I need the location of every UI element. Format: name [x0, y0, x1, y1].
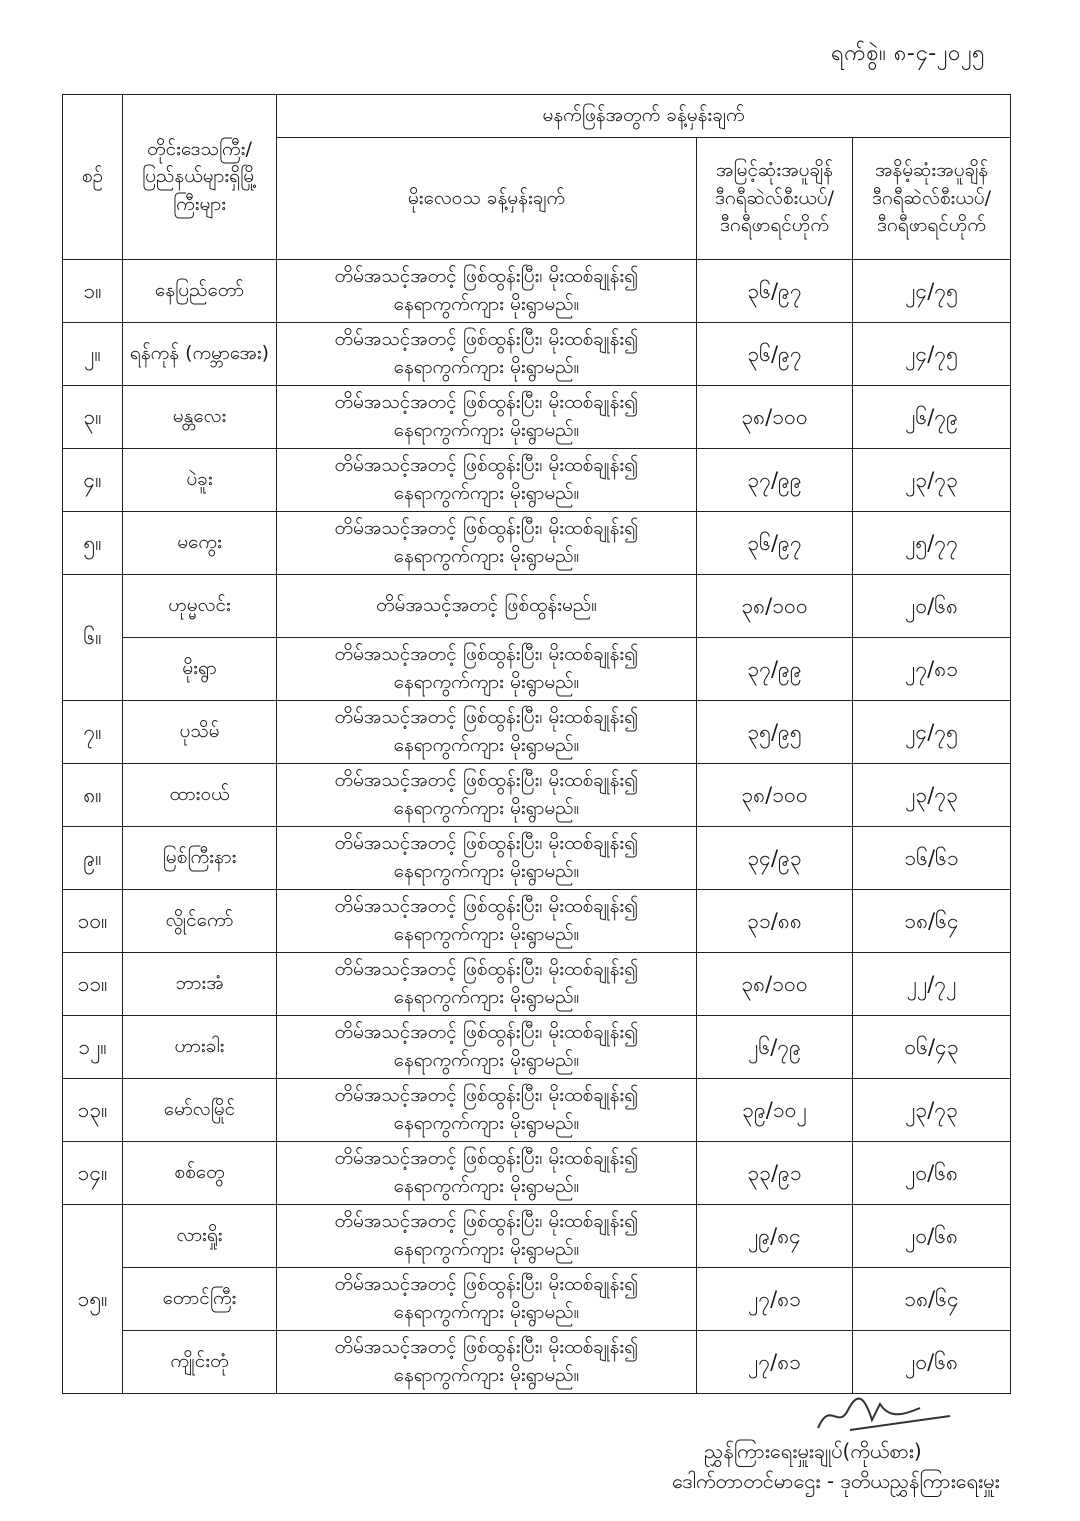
table-row [63, 764, 1011, 827]
weather-condition: တိမ်အသင့်အတင့် ဖြစ်ထွန်းပြီး၊ မိုးထစ်ချုန်း၍ နေရာကွက်ကျား မိုးရွာမည်။ [277, 701, 697, 764]
row-number: ၁၄။ [63, 1142, 123, 1205]
max-temp-value: ၂၆/၇၉ [697, 1016, 853, 1079]
table-row [63, 1079, 1011, 1142]
weather-condition: တိမ်အသင့်အတင့် ဖြစ်ထွန်းပြီး၊ မိုးထစ်ချုန်း၍ နေရာကွက်ကျား မိုးရွာမည်။ [277, 323, 697, 386]
document-date: ရက်စွဲ။ ၈-၄-၂၀၂၅ [831, 41, 985, 66]
table-row [63, 701, 1011, 764]
max-temp-value: ၂၇/၈၁ [697, 1331, 853, 1394]
weather-condition: တိမ်အသင့်အတင့် ဖြစ်ထွန်းပြီး၊ မိုးထစ်ချုန်း၍ နေရာကွက်ကျား မိုးရွာမည်။ [277, 953, 697, 1016]
header-max-temp: အမြင့်ဆုံးအပူချိန် ဒီဂရီဆဲလ်စီးယပ်/ ဒီဂရီဖာရင်ဟိုက် [697, 138, 853, 260]
weather-condition: တိမ်အသင့်အတင့် ဖြစ်ထွန်းပြီး၊ မိုးထစ်ချုန်း၍ နေရာကွက်ကျား မိုးရွာမည်။ [277, 449, 697, 512]
city-name: ပဲခူး [123, 449, 277, 512]
weather-condition: တိမ်အသင့်အတင့် ဖြစ်ထွန်းပြီး၊ မိုးထစ်ချုန်း၍ နေရာကွက်ကျား မိုးရွာမည်။ [277, 1268, 697, 1331]
table-row [63, 260, 1011, 323]
handwritten-signature [810, 1390, 960, 1440]
city-name: မော်လမြိုင် [123, 1079, 277, 1142]
weather-condition: တိမ်အသင့်အတင့် ဖြစ်ထွန်းပြီး၊ မိုးထစ်ချုန်း၍ နေရာကွက်ကျား မိုးရွာမည်။ [277, 512, 697, 575]
max-temp-value: ၃၇/၉၉ [697, 638, 853, 701]
city-name: စစ်တွေ [123, 1142, 277, 1205]
min-temp-value: ၂၄/၇၅ [853, 701, 1011, 764]
row-number: ၉။ [63, 827, 123, 890]
table-row [63, 386, 1011, 449]
weather-condition: တိမ်အသင့်အတင့် ဖြစ်ထွန်းပြီး၊ မိုးထစ်ချုန်း၍ နေရာကွက်ကျား မိုးရွာမည်။ [277, 1205, 697, 1268]
city-name: မိုးရွာ [123, 638, 277, 701]
weather-condition: တိမ်အသင့်အတင့် ဖြစ်ထွန်းပြီး၊ မိုးထစ်ချုန်း၍ နေရာကွက်ကျား မိုးရွာမည်။ [277, 1016, 697, 1079]
max-temp-value: ၃၉/၁၀၂ [697, 1079, 853, 1142]
signatory-name: ဒေါက်တာတင်မာဌေး - ဒုတိယညွှန်ကြားရေးမှူး [672, 1469, 1000, 1493]
min-temp-value: ၁၆/၆၁ [853, 827, 1011, 890]
max-temp-value: ၃၆/၉၇ [697, 512, 853, 575]
min-temp-value: ၂၃/၇၃ [853, 764, 1011, 827]
city-name: ရန်ကုန် (ကမ္ဘာအေး) [123, 323, 277, 386]
header-no: စဉ် [63, 95, 123, 260]
row-number: ၁၅။ [63, 1205, 123, 1394]
table-row [63, 953, 1011, 1016]
row-number: ၁၁။ [63, 953, 123, 1016]
min-temp-value: ၂၀/၆၈ [853, 1205, 1011, 1268]
table-row [63, 1142, 1011, 1205]
max-temp-value: ၂၉/၈၄ [697, 1205, 853, 1268]
weather-condition: တိမ်အသင့်အတင့် ဖြစ်ထွန်းပြီး၊ မိုးထစ်ချုန်း၍ နေရာကွက်ကျား မိုးရွာမည်။ [277, 638, 697, 701]
row-number: ၄။ [63, 449, 123, 512]
min-temp-value: ၂၀/၆၈ [853, 575, 1011, 638]
table-row [63, 827, 1011, 890]
city-name: နေပြည်တော် [123, 260, 277, 323]
signatory-office: ညွှန်ကြားရေးမှူးချုပ်(ကိုယ်စား) [704, 1439, 922, 1463]
max-temp-value: ၃၇/၉၉ [697, 449, 853, 512]
weather-condition: တိမ်အသင့်အတင့် ဖြစ်ထွန်းပြီး၊ မိုးထစ်ချုန်း၍ နေရာကွက်ကျား မိုးရွာမည်။ [277, 1079, 697, 1142]
city-name: ဟုမ္မလင်း [123, 575, 277, 638]
min-temp-value: ၂၅/၇၇ [853, 512, 1011, 575]
weather-condition: တိမ်အသင့်အတင့် ဖြစ်ထွန်းမည်။ [277, 575, 697, 638]
max-temp-value: ၂၇/၈၁ [697, 1268, 853, 1331]
max-temp-value: ၃၈/၁၀၀ [697, 764, 853, 827]
city-name: မြစ်ကြီးနား [123, 827, 277, 890]
weather-condition: တိမ်အသင့်အတင့် ဖြစ်ထွန်းပြီး၊ မိုးထစ်ချုန်း၍ နေရာကွက်ကျား မိုးရွာမည်။ [277, 386, 697, 449]
table-row [63, 1205, 1011, 1268]
max-temp-value: ၃၈/၁၀၀ [697, 953, 853, 1016]
min-temp-value: ၁၈/၆၄ [853, 890, 1011, 953]
min-temp-value: ၂၃/၇၃ [853, 1079, 1011, 1142]
weather-condition: တိမ်အသင့်အတင့် ဖြစ်ထွန်းပြီး၊ မိုးထစ်ချုန်း၍ နေရာကွက်ကျား မိုးရွာမည်။ [277, 827, 697, 890]
min-temp-value: ၂၂/၇၂ [853, 953, 1011, 1016]
max-temp-value: ၃၁/၈၈ [697, 890, 853, 953]
forecast-table [62, 94, 1011, 1394]
city-name: လွိုင်ကော် [123, 890, 277, 953]
min-temp-value: ၂၃/၇၃ [853, 449, 1011, 512]
row-number: ၆။ [63, 575, 123, 701]
weather-condition: တိမ်အသင့်အတင့် ဖြစ်ထွန်းပြီး၊ မိုးထစ်ချုန်း၍ နေရာကွက်ကျား မိုးရွာမည်။ [277, 890, 697, 953]
min-temp-value: ၂၀/၆၈ [853, 1331, 1011, 1394]
city-name: မန္တလေး [123, 386, 277, 449]
city-name: မကွေး [123, 512, 277, 575]
table-row [63, 638, 1011, 701]
city-name: ထားဝယ် [123, 764, 277, 827]
city-name: ဘားအံ [123, 953, 277, 1016]
row-number: ၁၃။ [63, 1079, 123, 1142]
table-row [63, 449, 1011, 512]
row-number: ၈။ [63, 764, 123, 827]
max-temp-value: ၃၆/၉၇ [697, 260, 853, 323]
row-number: ၁၂။ [63, 1016, 123, 1079]
header-region: တိုင်းဒေသကြီး/ ပြည်နယ်များရှိမြို့ ကြီးများ [123, 95, 277, 260]
header-min-temp: အနိမ့်ဆုံးအပူချိန် ဒီဂရီဆဲလ်စီးယပ်/ ဒီဂရီဖာရင်ဟိုက် [853, 138, 1011, 260]
table-row [63, 1268, 1011, 1331]
weather-condition: တိမ်အသင့်အတင့် ဖြစ်ထွန်းပြီး၊ မိုးထစ်ချုန်း၍ နေရာကွက်ကျား မိုးရွာမည်။ [277, 1331, 697, 1394]
weather-condition: တိမ်အသင့်အတင့် ဖြစ်ထွန်းပြီး၊ မိုးထစ်ချုန်း၍ နေရာကွက်ကျား မိုးရွာမည်။ [277, 764, 697, 827]
row-number: ၂။ [63, 323, 123, 386]
row-number: ၁။ [63, 260, 123, 323]
row-number: ၁၀။ [63, 890, 123, 953]
min-temp-value: ၂၄/၇၅ [853, 323, 1011, 386]
city-name: ဟားခါး [123, 1016, 277, 1079]
min-temp-value: ၂၀/၆၈ [853, 1142, 1011, 1205]
max-temp-value: ၃၅/၉၅ [697, 701, 853, 764]
table-row [63, 1331, 1011, 1394]
table-row [63, 323, 1011, 386]
table-row [63, 512, 1011, 575]
table-row [63, 575, 1011, 638]
row-number: ၇။ [63, 701, 123, 764]
city-name: ကျိုင်းတုံ [123, 1331, 277, 1394]
row-number: ၅။ [63, 512, 123, 575]
table-row [63, 890, 1011, 953]
min-temp-value: ၀၆/၄၃ [853, 1016, 1011, 1079]
city-name: လားရှိုး [123, 1205, 277, 1268]
city-name: ပုသိမ် [123, 701, 277, 764]
min-temp-value: ၂၆/၇၉ [853, 386, 1011, 449]
min-temp-value: ၂၄/၇၅ [853, 260, 1011, 323]
max-temp-value: ၃၆/၉၇ [697, 323, 853, 386]
city-name: တောင်ကြီး [123, 1268, 277, 1331]
max-temp-value: ၃၈/၁၀၀ [697, 386, 853, 449]
min-temp-value: ၂၇/၈၁ [853, 638, 1011, 701]
header-weather: မိုးလေဝသ ခန့်မှန်းချက် [277, 138, 697, 260]
max-temp-value: ၃၄/၉၃ [697, 827, 853, 890]
table-row [63, 1016, 1011, 1079]
weather-condition: တိမ်အသင့်အတင့် ဖြစ်ထွန်းပြီး၊ မိုးထစ်ချုန်း၍ နေရာကွက်ကျား မိုးရွာမည်။ [277, 260, 697, 323]
header-forecast-group: မနက်ဖြန်အတွက် ခန့်မှန်းချက် [277, 95, 1011, 138]
max-temp-value: ၃၃/၉၁ [697, 1142, 853, 1205]
min-temp-value: ၁၈/၆၄ [853, 1268, 1011, 1331]
weather-condition: တိမ်အသင့်အတင့် ဖြစ်ထွန်းပြီး၊ မိုးထစ်ချုန်း၍ နေရာကွက်ကျား မိုးရွာမည်။ [277, 1142, 697, 1205]
row-number: ၃။ [63, 386, 123, 449]
max-temp-value: ၃၈/၁၀၀ [697, 575, 853, 638]
